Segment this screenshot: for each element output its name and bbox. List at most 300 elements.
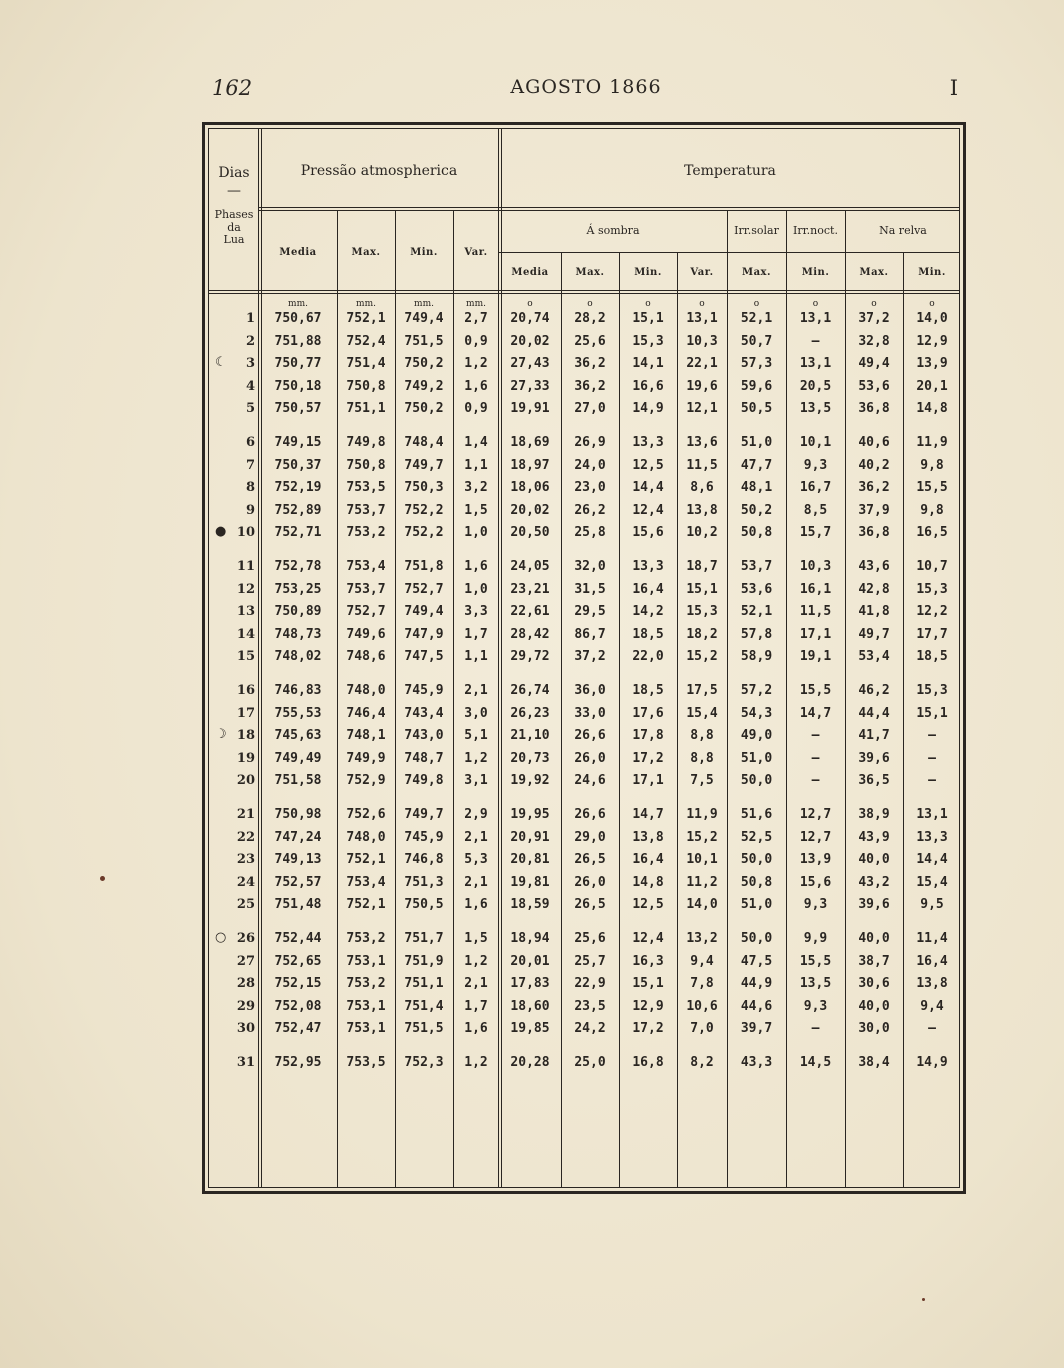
ink-spot [922, 1298, 925, 1301]
table-cell: 20,74 [510, 311, 550, 326]
col-dias-header: Dias [218, 165, 250, 181]
table-cell: 13,8 [632, 829, 664, 845]
sub-irr-noct-header: Irr.noct. [793, 224, 838, 237]
table-cell: 1,2 [464, 356, 488, 372]
table-cell: 1,2 [464, 750, 488, 766]
table-cell: 44,6 [740, 998, 773, 1014]
table-cell: 17,1 [632, 773, 664, 789]
table-cell: 16,4 [632, 581, 664, 597]
table-cell: 753,1 [346, 998, 386, 1014]
table-cell: 36,0 [574, 683, 606, 698]
table-cell: 39,6 [858, 897, 890, 913]
table-cell: 25,7 [574, 953, 606, 969]
table-cell: 8,6 [690, 480, 714, 496]
table-cell: 53,6 [858, 378, 890, 394]
table-cell: 52,5 [740, 829, 773, 845]
table-cell: 11,9 [686, 807, 718, 822]
table-cell: 44,4 [858, 705, 890, 721]
table-cell: 749,7 [404, 807, 444, 822]
irr-solar-max-header: Max. [742, 267, 771, 278]
table-cell: 745,9 [404, 683, 444, 698]
table-cell: 750,77 [274, 356, 322, 372]
table-cell: 36,2 [574, 356, 606, 372]
table-cell: 17,1 [799, 626, 832, 642]
table-cell: 10,1 [799, 435, 832, 450]
day-number: 17 [236, 705, 255, 721]
table-cell: 50,0 [740, 852, 773, 868]
unit-label: o [587, 299, 593, 309]
table-cell: 15,5 [916, 480, 948, 496]
table-cell: 26,74 [510, 683, 550, 698]
table-cell: 747,24 [274, 829, 322, 845]
table-cell: 9,4 [690, 953, 714, 969]
table-cell: 748,6 [346, 649, 386, 665]
table-cell: 753,5 [346, 1055, 386, 1070]
table-cell: 50,0 [740, 773, 773, 789]
table-cell: 9,3 [803, 998, 828, 1014]
table-cell: 751,5 [404, 1021, 444, 1037]
table-cell: 37,2 [574, 649, 606, 665]
table-cell: 20,73 [510, 750, 550, 766]
table-cell: 3,3 [464, 604, 488, 620]
table-cell: 20,91 [510, 829, 550, 845]
table-cell: 14,4 [916, 852, 948, 868]
table-cell: 9,3 [803, 457, 828, 473]
unit-label: o [699, 299, 705, 309]
day-number: 18 [236, 728, 255, 744]
moon-phase-icon: ● [215, 524, 227, 540]
unit-label: o [645, 299, 651, 309]
table-cell: 751,3 [404, 874, 444, 890]
table-cell: 9,5 [920, 897, 944, 913]
table-cell: 46,2 [858, 683, 890, 698]
table-cell: 20,28 [510, 1055, 550, 1070]
table-cell: 32,8 [858, 333, 890, 349]
table-cell: 13,9 [916, 356, 948, 372]
table-cell: 14,9 [632, 401, 664, 417]
table-cell: 751,4 [404, 998, 444, 1014]
sub-irr-solar-header: Irr.solar [734, 224, 779, 237]
table-cell: 25,6 [574, 931, 606, 946]
table-cell: 43,6 [858, 559, 890, 574]
day-number: 6 [245, 435, 255, 450]
table-cell: 33,0 [574, 705, 606, 721]
table-cell: 16,8 [632, 1055, 664, 1070]
table-cell: 15,5 [799, 683, 832, 698]
table-cell: 0,9 [464, 333, 488, 349]
table-cell: — [811, 773, 820, 789]
table-cell: 24,6 [574, 773, 606, 789]
table-cell: 750,2 [404, 401, 444, 417]
volume-number: I [949, 76, 958, 100]
table-cell: 10,1 [686, 852, 718, 868]
table-cell: 1,2 [464, 953, 488, 969]
table-cell: 752,1 [346, 852, 386, 868]
page-number: 162 [212, 76, 253, 100]
table-cell: 10,3 [686, 333, 718, 349]
table-cell: 752,9 [346, 773, 386, 789]
table-cell: 47,7 [740, 457, 773, 473]
table-cell: 18,06 [510, 480, 550, 496]
day-number: 20 [236, 773, 255, 789]
table-cell: 15,1 [916, 705, 948, 721]
table-cell: — [811, 1021, 820, 1037]
table-cell: 23,0 [574, 480, 606, 496]
table-cell: 17,83 [510, 976, 550, 992]
table-cell: 23,5 [574, 998, 606, 1014]
table-cell: 749,49 [274, 750, 322, 766]
day-number: 16 [236, 683, 255, 698]
table-cell: 17,6 [632, 705, 664, 721]
table-cell: 16,4 [632, 852, 664, 868]
table-cell: 59,6 [740, 378, 773, 394]
t-media-header: Media [511, 267, 549, 278]
table-cell: 26,6 [574, 728, 606, 744]
table-cell: 18,7 [686, 559, 718, 574]
table-cell: 14,2 [632, 604, 664, 620]
table-cell: 36,2 [574, 378, 606, 394]
table-cell: 11,9 [916, 435, 948, 450]
table-cell: 26,0 [574, 874, 606, 890]
table-cell: 12,7 [799, 829, 832, 845]
group-temperatura-header: Temperatura [684, 163, 776, 179]
table-cell: 13,6 [686, 435, 718, 450]
table-cell: 11,5 [686, 457, 718, 473]
table-cell: 13,1 [799, 311, 832, 326]
table-cell: 18,59 [510, 897, 550, 913]
col-phases-header: Phases da Lua [214, 208, 254, 247]
table-cell: 21,10 [510, 728, 550, 744]
unit-label: mm. [288, 299, 308, 309]
moon-phase-icon: ☾ [215, 355, 227, 371]
table-cell: — [811, 750, 820, 766]
table-cell: 26,2 [574, 502, 606, 518]
table-cell: 9,3 [803, 897, 828, 913]
table-cell: 51,6 [740, 807, 773, 822]
table-cell: 57,2 [740, 683, 773, 698]
day-number: 27 [236, 953, 255, 969]
table-cell: 51,0 [740, 435, 773, 450]
table-cell: — [811, 728, 820, 744]
table-cell: 1,0 [464, 525, 488, 541]
table-cell: 15,6 [799, 874, 832, 890]
table-cell: 16,7 [799, 480, 832, 496]
table-cell: 20,02 [510, 333, 550, 349]
table-cell: 13,8 [916, 976, 948, 992]
table-cell: 86,7 [574, 626, 606, 642]
table-cell: 751,7 [404, 931, 444, 946]
table-cell: 748,0 [346, 829, 386, 845]
table-cell: 752,6 [346, 807, 386, 822]
table-cell: 15,3 [916, 581, 948, 597]
table-cell: 18,5 [632, 626, 664, 642]
table-cell: 28,42 [510, 626, 550, 642]
table-cell: 747,5 [404, 649, 444, 665]
table-cell: 12,5 [632, 457, 664, 473]
table-cell: 7,0 [690, 1021, 714, 1037]
table-cell: 749,4 [404, 604, 444, 620]
sub-relva-header: Na relva [879, 224, 927, 237]
table-cell: 26,9 [574, 435, 606, 450]
table-cell: 25,0 [574, 1055, 606, 1070]
table-cell: 753,7 [346, 502, 386, 518]
unit-label: o [527, 299, 533, 309]
table-cell: 14,7 [632, 807, 664, 822]
table-cell: 8,5 [803, 502, 828, 518]
table-cell: 13,5 [799, 976, 832, 992]
unit-label: o [753, 299, 760, 309]
table-cell: 9,8 [920, 457, 944, 473]
table-cell: 26,5 [574, 852, 606, 868]
table-cell: 2,1 [464, 683, 488, 698]
table-cell: 25,8 [574, 525, 606, 541]
table-cell: 750,89 [274, 604, 322, 620]
table-cell: 15,2 [686, 649, 718, 665]
relva-min-header: Min. [918, 267, 946, 278]
table-cell: 49,4 [858, 356, 890, 372]
table-cell: 7,5 [690, 773, 714, 789]
table-cell: 38,4 [858, 1055, 890, 1070]
day-number: 19 [236, 750, 255, 766]
table-cell: 50,0 [740, 931, 773, 946]
table-cell: 14,9 [916, 1055, 948, 1070]
table-cell: 49,7 [858, 626, 890, 642]
table-cell: 26,5 [574, 897, 606, 913]
table-cell: 48,1 [740, 480, 773, 496]
unit-label: o [929, 299, 935, 309]
table-cell: 749,7 [404, 457, 444, 473]
table-cell: 753,4 [346, 874, 386, 890]
table-cell: 751,58 [274, 773, 322, 789]
table-cell: 51,0 [740, 897, 773, 913]
day-number: 21 [236, 807, 255, 822]
table-cell: 751,4 [346, 356, 386, 372]
table-cell: 49,0 [740, 728, 773, 744]
table-cell: 13,1 [799, 356, 832, 372]
table-cell: 52,1 [740, 604, 773, 620]
table-cell: 7,8 [690, 976, 714, 992]
table-cell: 747,9 [404, 626, 444, 642]
day-number: 2 [245, 333, 255, 349]
table-cell: 15,4 [916, 874, 948, 890]
t-max-header: Max. [575, 267, 605, 278]
table-cell: 39,6 [858, 750, 890, 766]
table-cell: 1,6 [464, 1021, 488, 1037]
table-cell: 751,8 [404, 559, 444, 574]
table-cell: 752,3 [404, 1055, 444, 1070]
table-cell: 40,2 [858, 457, 890, 473]
table-cell: 47,5 [740, 953, 773, 969]
table-cell: 750,8 [346, 378, 386, 394]
day-number: 10 [236, 525, 255, 541]
table-cell: 746,83 [274, 683, 322, 698]
table-cell: 12,9 [632, 998, 664, 1014]
table-cell: 13,2 [686, 931, 718, 946]
moon-phase-icon: ☽ [215, 727, 227, 743]
table-cell: 30,6 [858, 976, 890, 992]
table-cell: 19,1 [799, 649, 832, 665]
table-cell: 13,3 [916, 829, 948, 845]
table-cell: 752,7 [346, 604, 386, 620]
table-cell: 1,0 [464, 581, 488, 597]
table-cell: — [811, 333, 820, 349]
table-cell: 19,92 [510, 773, 550, 789]
table-cell: 20,81 [510, 852, 550, 868]
table-cell: 20,1 [916, 378, 948, 394]
table-cell: 750,2 [404, 356, 444, 372]
table-cell: 53,6 [740, 581, 773, 597]
table-cell: 750,98 [274, 807, 322, 822]
table-cell: 743,4 [404, 705, 444, 721]
table-cell: 745,9 [404, 829, 444, 845]
table-cell: 57,3 [740, 356, 773, 372]
table-cell: 24,2 [574, 1021, 606, 1037]
table-cell: 25,6 [574, 333, 606, 349]
table-cell: 15,3 [916, 683, 948, 698]
table-cell: 22,61 [510, 604, 550, 620]
p-min-header: Min. [410, 247, 438, 258]
table-cell: 14,4 [632, 480, 664, 496]
table-cell: 748,4 [404, 435, 444, 450]
table-cell: 22,0 [632, 649, 664, 665]
table-cell: 50,8 [740, 874, 773, 890]
table-cell: 10,2 [686, 525, 718, 541]
page-title: AGOSTO 1866 [510, 76, 662, 98]
table-cell: 752,71 [274, 525, 322, 541]
table-cell: 20,01 [510, 953, 550, 969]
table-cell: 750,8 [346, 457, 386, 473]
p-media-header: Media [279, 247, 317, 258]
table-cell: 752,19 [274, 480, 322, 496]
table-cell: 37,9 [858, 502, 890, 518]
table-cell: 753,25 [274, 581, 322, 597]
table-cell: 749,4 [404, 311, 444, 326]
table-cell: 38,7 [858, 953, 890, 969]
table-cell: 0,9 [464, 401, 488, 417]
table-cell: 50,7 [740, 333, 773, 349]
table-cell: 748,02 [274, 649, 322, 665]
table-cell: 750,3 [404, 480, 444, 496]
data-table [202, 122, 966, 1194]
table-cell: 36,8 [858, 525, 890, 541]
table-cell: 36,2 [858, 480, 890, 496]
table-cell: 17,2 [632, 1021, 664, 1037]
table-cell: 15,1 [632, 311, 664, 326]
day-number: 26 [236, 931, 255, 946]
table-cell: 753,4 [346, 559, 386, 574]
table-cell: 753,2 [346, 976, 386, 992]
table-cell: 1,1 [464, 457, 488, 473]
table-cell: 24,0 [574, 457, 606, 473]
table-cell: 753,5 [346, 480, 386, 496]
table-cell: 743,0 [404, 728, 444, 744]
table-cell: 748,73 [274, 626, 322, 642]
day-number: 14 [236, 626, 255, 642]
table-cell: 5,1 [464, 728, 488, 744]
day-number: 3 [245, 356, 255, 372]
table-cell: 752,95 [274, 1055, 322, 1070]
table-cell: 50,5 [740, 401, 773, 417]
table-cell: 38,9 [858, 807, 890, 822]
table-cell: 22,9 [574, 976, 606, 992]
table-cell: 3,1 [464, 773, 488, 789]
table-cell: 12,7 [799, 807, 832, 822]
table-cell: 752,7 [404, 581, 444, 597]
table-cell: 43,9 [858, 829, 890, 845]
table-cell: 1,6 [464, 559, 488, 574]
table-cell: 1,7 [464, 626, 488, 642]
table-cell: 1,2 [464, 1055, 488, 1070]
table-cell: 15,6 [632, 525, 664, 541]
table-cell: 12,2 [916, 604, 948, 620]
table-cell: 14,1 [632, 356, 664, 372]
table-cell: 15,7 [799, 525, 832, 541]
table-cell: 36,8 [858, 401, 890, 417]
table-cell: 16,4 [916, 953, 948, 969]
p-max-header: Max. [351, 247, 381, 258]
table-cell: 13,3 [632, 435, 664, 450]
table-cell: 12,4 [632, 502, 664, 518]
table-cell: 20,02 [510, 502, 550, 518]
table-cell: 12,9 [916, 333, 948, 349]
table-cell: 751,9 [404, 953, 444, 969]
table-cell: 18,5 [632, 683, 664, 698]
table-cell: 14,8 [632, 874, 664, 890]
day-number: 1 [245, 311, 255, 326]
table-cell: 752,2 [404, 525, 444, 541]
table-cell: 750,57 [274, 401, 322, 417]
day-number: 4 [245, 378, 255, 394]
table-cell: 11,4 [916, 931, 948, 946]
table-cell: 755,53 [274, 705, 322, 721]
running-head [212, 76, 960, 106]
table-cell: 749,8 [346, 435, 386, 450]
day-number: 29 [236, 998, 255, 1014]
group-pressao-header: Pressão atmospherica [300, 163, 458, 179]
table-cell: 753,7 [346, 581, 386, 597]
table-cell: 44,9 [740, 976, 773, 992]
p-var-header: Var. [464, 247, 488, 258]
table-cell: 29,5 [574, 604, 606, 620]
table-cell: 15,1 [632, 976, 664, 992]
table-cell: 749,6 [346, 626, 386, 642]
table-cell: 28,2 [574, 311, 606, 326]
table-cell: 16,1 [799, 581, 832, 597]
table-cell: 1,7 [464, 998, 488, 1014]
table-cell: 753,2 [346, 931, 386, 946]
table-cell: 746,4 [346, 705, 386, 721]
day-number: 30 [236, 1021, 255, 1037]
col-dias-dash: — [227, 183, 241, 199]
table-cell: 749,2 [404, 378, 444, 394]
table-cell: — [928, 1021, 936, 1037]
table-cell: 753,1 [346, 953, 386, 969]
table-cell: 745,63 [274, 728, 322, 744]
table-cell: 750,18 [274, 378, 322, 394]
table-cell: 750,5 [404, 897, 444, 913]
table-cell: 26,0 [574, 750, 606, 766]
table-cell: 54,3 [740, 705, 773, 721]
table-cell: 748,7 [404, 750, 444, 766]
day-number: 28 [236, 976, 255, 992]
table-cell: 53,4 [858, 649, 890, 665]
table-cell: 10,7 [916, 559, 948, 574]
table-cell: 752,1 [346, 311, 386, 326]
day-number: 31 [236, 1055, 255, 1070]
table-cell: 749,9 [346, 750, 386, 766]
table-cell: 15,5 [799, 953, 832, 969]
table-cell: 8,2 [690, 1055, 714, 1070]
